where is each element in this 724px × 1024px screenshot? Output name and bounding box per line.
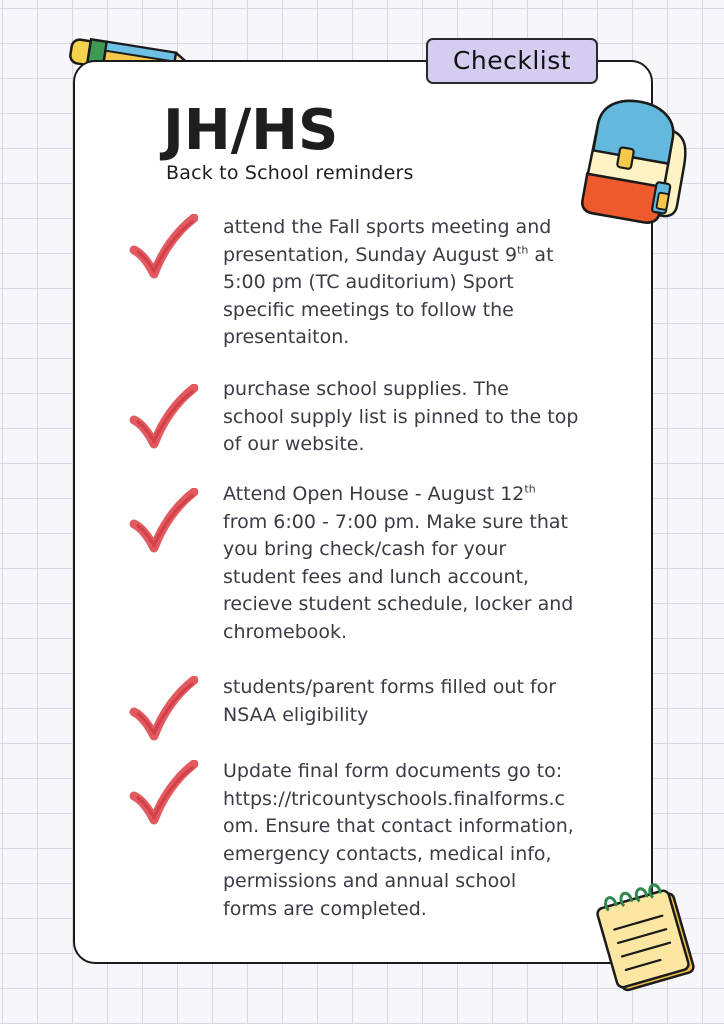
- checkmark-icon: [128, 488, 198, 554]
- checklist-item-sports-meeting: attend the Fall sports meeting and presentation, Sunday August 9th at 5:00 pm (TC auditorium) Sport specific meetings to follow the presentaiton.: [223, 216, 554, 348]
- checkmark-icon: [128, 760, 198, 826]
- checklist-tag: Checklist: [426, 38, 598, 84]
- page-title: JH/HS: [163, 98, 339, 163]
- checklist-item-final-forms: Update final form documents go to: https://tricountyschools.finalforms.c om. Ensure that contact information, emergency contacts, medical info, permissions and annual school forms are completed.: [223, 760, 574, 920]
- checklist-item-open-house: Attend Open House - August 12th from 6:00 - 7:00 pm. Make sure that you bring check/cash for your student fees and lunch account, recieve student schedule, locker and chromebook.: [223, 482, 574, 643]
- checkmark-icon: [128, 676, 198, 742]
- checklist-item-nsaa-forms: students/parent forms filled out for NSAA eligibility: [223, 676, 557, 726]
- checklist-item-school-supplies: purchase school supplies. The school supply list is pinned to the top of our website.: [223, 378, 579, 455]
- page-subtitle: Back to School reminders: [166, 162, 414, 184]
- backpack-icon: [580, 98, 692, 226]
- notepad-icon: [594, 882, 706, 994]
- checkmark-icon: [128, 384, 198, 450]
- checkmark-icon: [128, 214, 198, 280]
